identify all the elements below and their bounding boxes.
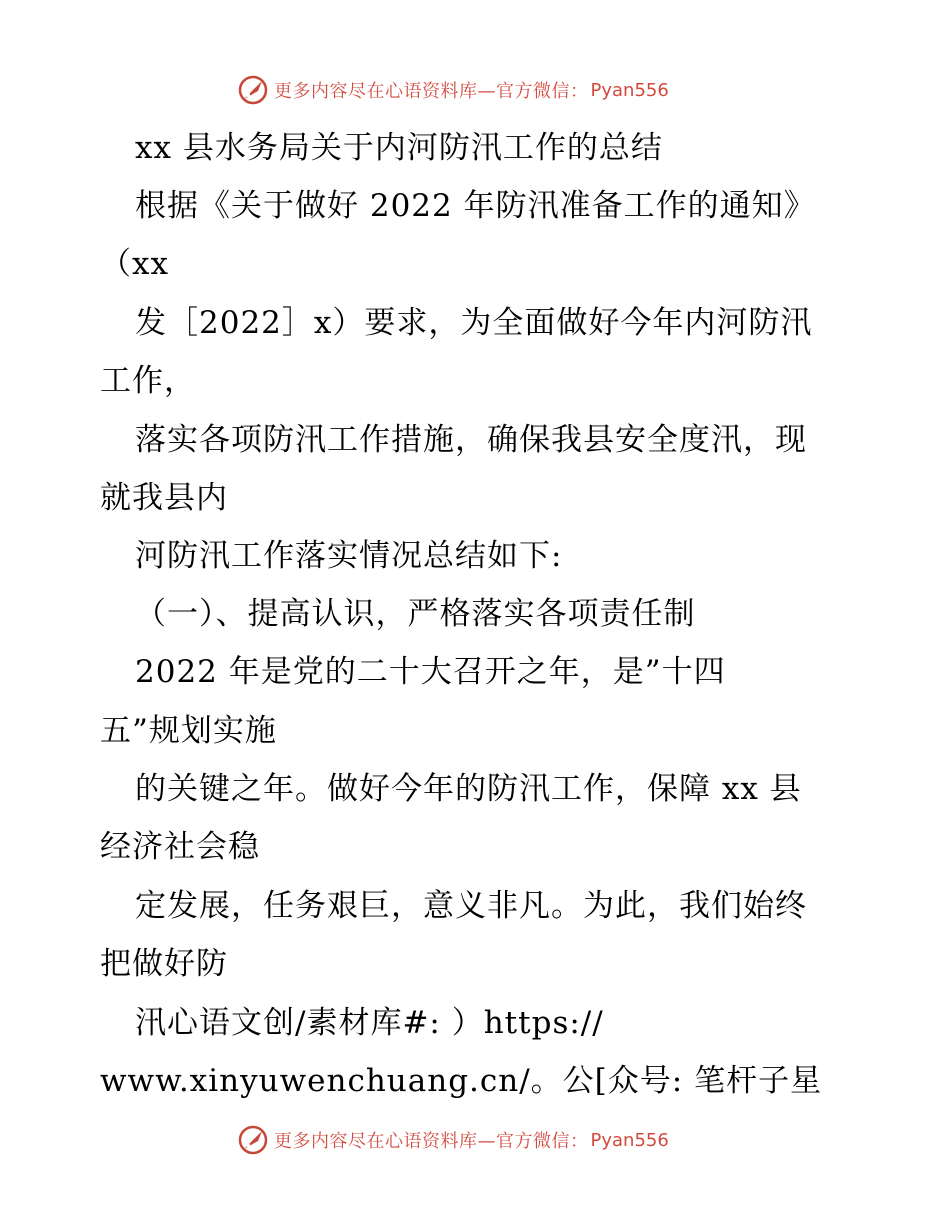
text-line: 就我县内 (100, 480, 228, 516)
watermark-text: 更多内容尽在心语资料库—官方微信： (274, 81, 589, 102)
watermark-contact: Pyan556 (590, 79, 669, 101)
text-line: 汛心语文创/素材库#: ）https:// (135, 1005, 604, 1041)
text-line: 2022 年是党的二十大召开之年，是”十四 (135, 654, 726, 690)
text-line: 经济社会稳 (100, 829, 260, 865)
section-heading: （一）、提高认识，严格落实各项责任制 (135, 596, 696, 632)
watermark-contact: Pyan556 (590, 1129, 669, 1151)
text-line: www.xinyuwenchuang.cn/。公[众号: 笔杆子星 (100, 1063, 823, 1099)
text-line: 把做好防 (100, 946, 228, 982)
document-title: xx 县水务局关于内河防汛工作的总结 (135, 130, 663, 166)
quill-logo-icon (236, 73, 270, 107)
text-line: 河防汛工作落实情况总结如下: (135, 538, 563, 574)
text-line: 发［2022］x）要求，为全面做好今年内河防汛 (135, 305, 813, 341)
text-line: 落实各项防汛工作措施，确保我县安全度汛，现 (135, 422, 807, 458)
watermark-banner-top (236, 72, 716, 108)
quill-logo-icon (236, 1123, 270, 1157)
text-line: 五”规划实施 (100, 713, 277, 749)
text-line: （xx (100, 246, 169, 282)
text-line: 的关键之年。做好今年的防汛工作，保障 xx 县 (135, 771, 802, 807)
watermark-text: 更多内容尽在心语资料库—官方微信： (274, 1131, 589, 1152)
watermark-banner-bottom (236, 1122, 716, 1158)
text-line: 根据《关于做好 2022 年防汛准备工作的通知》 (135, 188, 816, 224)
text-line: 工作， (100, 363, 196, 399)
text-line: 定发展，任务艰巨，意义非凡。为此，我们始终 (135, 888, 807, 924)
